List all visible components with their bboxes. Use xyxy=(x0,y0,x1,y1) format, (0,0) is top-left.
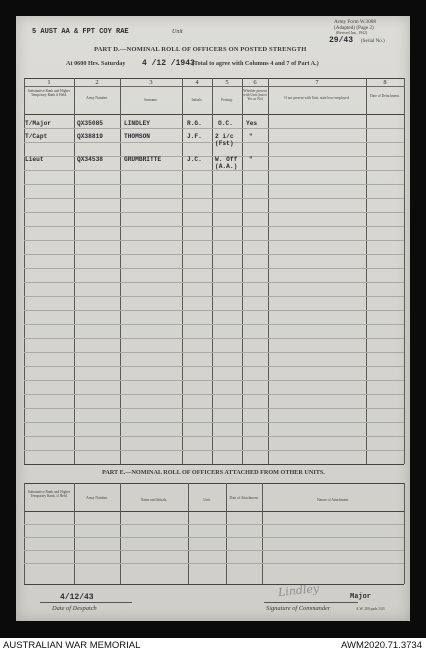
form-number: Army Form W.3008 xyxy=(334,19,376,25)
col-header-army-number: Army Number. xyxy=(86,96,108,100)
part-d-title: PART D.—NOMINAL ROLL OF OFFICERS ON POSTED STRENGTH xyxy=(94,46,307,53)
unit-typed: 5 AUST AA & FPT COY RAE xyxy=(32,28,129,36)
archive-reference: AWM2020.71.3734 xyxy=(341,640,422,651)
roll-date: 4 /12 /1943 xyxy=(142,59,195,68)
despatch-label: Date of Despatch xyxy=(52,605,97,612)
part-e-header-unit: Unit. xyxy=(203,498,211,502)
col-num-3: 3 xyxy=(149,79,153,86)
despatch-date: 4/12/43 xyxy=(60,593,94,602)
commander-rank: Major xyxy=(350,593,372,601)
serial-typed: 29/43 xyxy=(329,36,354,45)
row-1-posting: O.C. xyxy=(218,120,233,127)
col-header-present: Whether present with Unit (insert Yes or No) xyxy=(243,89,267,102)
unit-label: Unit xyxy=(172,29,183,35)
row-3-present: " xyxy=(249,156,253,163)
row-1-present: Yes xyxy=(246,120,258,127)
col-num-4: 4 xyxy=(195,79,199,86)
col-header-rank: Substantive Rank and Higher Temporary Rank if Held. xyxy=(27,89,71,98)
row-2-posting: 2 i/c (Fst) xyxy=(215,133,234,147)
col-num-1: 1 xyxy=(47,79,51,86)
part-e-header-army-number: Army Number. xyxy=(86,496,108,500)
row-1-number: QX35085 xyxy=(77,120,103,127)
col-header-posting: Posting. xyxy=(221,98,233,102)
row-2-present: " xyxy=(249,133,253,140)
col-num-5: 5 xyxy=(225,79,229,86)
row-3-number: QX34538 xyxy=(77,156,103,163)
form-revised: (Revised Jan., 1942) xyxy=(336,31,368,35)
row-3-surname: GRUMBRITTE xyxy=(124,156,162,163)
commander-signature: Lindley xyxy=(277,581,320,600)
col-header-surname: Surname. xyxy=(144,98,158,102)
row-2-initials: J.F. xyxy=(187,133,202,140)
col-header-employed: If not present with Unit, state how employed. xyxy=(284,96,350,100)
archive-caption: AUSTRALIAN WAR MEMORIAL xyxy=(3,640,141,651)
col-num-2: 2 xyxy=(95,79,99,86)
col-header-initials: Initials. xyxy=(191,98,203,102)
time-prefix: At 0600 Hrs. Saturday xyxy=(66,60,126,67)
row-1-rank: T/Major xyxy=(25,120,51,127)
col-num-6: 6 xyxy=(253,79,257,86)
row-3-posting: W. Off (A.A.) xyxy=(215,156,238,170)
row-1-initials: R.G. xyxy=(187,120,202,127)
serial-label: (Serial No.) xyxy=(361,39,385,44)
total-note: (Total to agree with Columns 4 and 7 of Part A.) xyxy=(192,60,319,67)
row-1-surname: LINDLEY xyxy=(124,120,150,127)
row-2-rank: T/Capt xyxy=(25,133,48,140)
printer-note: A.W. 200 pads 3/43 xyxy=(356,607,385,611)
part-e-header-nature: Nature of Attachment. xyxy=(316,498,350,502)
col-num-8: 8 xyxy=(383,79,387,86)
army-form-page xyxy=(16,16,410,621)
form-adapted: (Adapted) (Page 2) xyxy=(334,25,374,31)
row-2-number: QX38819 xyxy=(77,133,103,140)
part-e-header-name: Name and Initials. xyxy=(140,498,168,502)
signature-label: Signature of Commander xyxy=(266,605,331,612)
col-num-7: 7 xyxy=(315,79,319,86)
row-2-surname: THOMSON xyxy=(124,133,150,140)
row-3-initials: J.C. xyxy=(187,156,202,163)
part-e-header-rank: Substantive Rank and Higher Temporary Rank, if Held. xyxy=(27,490,71,499)
col-header-detachment: Date of Detachment. xyxy=(370,94,400,98)
part-e-header-date: Date of Attachment. xyxy=(229,496,259,500)
row-3-rank: Lieut xyxy=(25,156,44,163)
part-e-title: PART E.—NOMINAL ROLL OF OFFICERS ATTACHED FROM OTHER UNITS. xyxy=(102,469,325,476)
